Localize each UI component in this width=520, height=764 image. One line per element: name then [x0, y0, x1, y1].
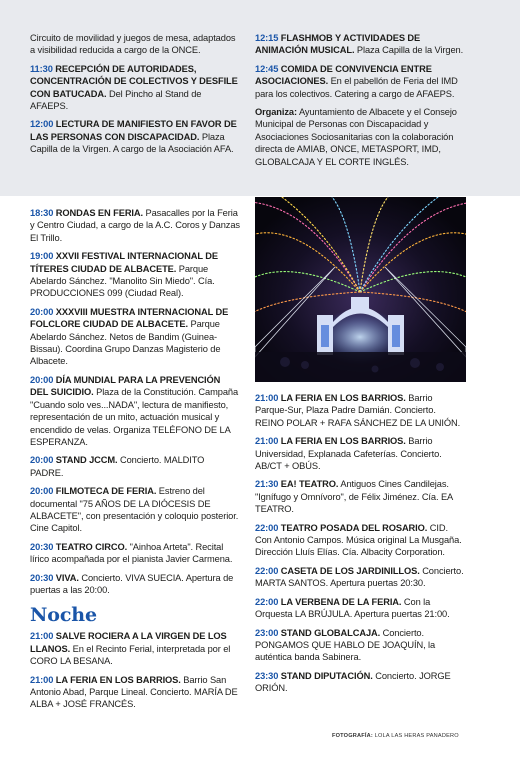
event-time: 21:00 — [30, 674, 54, 685]
event-description: Antiguos Cines Candilejas. "Ignífugo y Omnívoro", de Félix Jiménez. Cía. EA TEATRO. — [255, 479, 453, 515]
event-entry — [30, 454, 240, 479]
organiza-label: Organiza: — [255, 107, 297, 118]
organiza-note — [255, 106, 467, 168]
event-title: CASETA DE LOS JARDINILLOS. — [280, 565, 420, 576]
event-time: 21:30 — [255, 479, 279, 490]
event-time: 21:00 — [255, 393, 279, 403]
event-entry — [255, 670, 467, 695]
event-entry — [30, 374, 240, 448]
night-right-column — [255, 392, 467, 701]
event-title: LA FERIA EN LOS BARRIOS. — [55, 674, 181, 685]
event-title: TEATRO POSADA DEL ROSARIO. — [280, 522, 428, 533]
event-time: 21:00 — [30, 631, 54, 642]
event-entry — [30, 541, 240, 566]
event-entry — [255, 596, 467, 621]
event-description: Plaza Capilla de la Virgen. A cargo de la Asociación AFA. — [30, 131, 234, 155]
event-description: Barrio Universidad, Explanada Cafeterías. Concierto. AB/CT + OBÚS. — [255, 436, 442, 472]
event-description: Parque Abelardo Sánchez. Netos de Bandim (Guinea-Bissau). Coordina Grupo Danzas Magisterio de Albacete. — [30, 319, 221, 367]
event-time: 20:00 — [30, 455, 54, 466]
event-time: 11:30 — [30, 63, 53, 74]
event-description: Concierto. MALDITO PADRE. — [30, 455, 205, 478]
event-time: 21:00 — [255, 436, 279, 447]
event-entry — [255, 392, 467, 429]
event-title: STAND DIPUTACIÓN. — [280, 670, 373, 681]
evening-column — [30, 207, 240, 717]
event-title: EA! TEATRO. — [280, 479, 339, 490]
event-entry — [30, 118, 240, 155]
event-title: TEATRO CIRCO. — [55, 541, 128, 552]
event-time: 19:00 — [30, 251, 54, 262]
event-title: XXVII FESTIVAL INTERNACIONAL DE TÍTERES CIUDAD DE ALBACETE. — [30, 251, 218, 274]
event-title: RONDAS EN FERIA. — [55, 208, 144, 218]
event-description: Concierto. PONGAMOS QUE HABLO DE JOAQUÍN, la auténtica banda Sabinera. — [255, 627, 436, 663]
event-entry — [30, 207, 240, 244]
event-title: DÍA MUNDIAL PARA LA PREVENCIÓN DEL SUICIDIO. — [30, 374, 221, 398]
event-time: 20:30 — [30, 541, 54, 552]
event-time: 23:00 — [255, 627, 279, 638]
event-time: 23:30 — [255, 670, 279, 681]
event-entry — [30, 630, 240, 667]
fair-lights-photo — [255, 197, 466, 382]
event-description: Con la Orquesta LA BRÚJULA. Apertura puertas 21:00. — [255, 596, 450, 620]
event-title: LA VERBENA DE LA FERIA. — [280, 596, 402, 607]
event-title: RECEPCIÓN DE AUTORIDADES, CONCENTRACIÓN DE COLECTIVOS Y DESFILE CON BATUCADA. — [30, 63, 238, 99]
event-description: Concierto. JORGE ORIÓN. — [255, 670, 451, 694]
event-description: Del Pincho al Stand de AFAEPS. — [30, 88, 202, 112]
event-description: Estreno del documental "75 AÑOS DE LA DIÓCESIS DE ALBACETE", con presentación y coloquio posterior. Cine Capitol. — [30, 486, 239, 534]
event-entry — [30, 63, 240, 113]
event-description: Concierto. MARTA SANTOS. Apertura puertas 20:30. — [255, 565, 464, 589]
event-entry — [255, 522, 467, 559]
event-description: Pasacalles por la Feria y Centro Ciudad, a cargo de la A.C. Coros y Danzas El Trillo. — [30, 208, 240, 243]
event-time: 22:00 — [255, 522, 279, 533]
event-title: LA FERIA EN LOS BARRIOS. — [280, 393, 406, 403]
organiza-text: Ayuntamiento de Albacete y el Consejo Municipal de Personas con Discapacidad y Asociaciones Sociosanitarias con la colaboración directa de AMIAB, ONCE, METASPORT, IMD, GLOBALCAJA Y EL CORTE INGLÉS. — [255, 107, 457, 167]
event-time: 12:00 — [30, 119, 54, 130]
event-description: Barrio Parque-Sur, Plaza Padre Damián. Concierto. REINO POLAR + RAFA SÁNCHEZ DE LA UNIÓN. — [255, 393, 461, 428]
event-entry — [30, 250, 240, 300]
event-title: LA FERIA EN LOS BARRIOS. — [280, 436, 406, 447]
event-time: 22:00 — [255, 565, 279, 576]
event-time: 22:00 — [255, 596, 279, 607]
event-entry — [255, 32, 467, 57]
event-description: Plaza Capilla de la Virgen. — [356, 45, 464, 56]
event-description: En el Recinto Ferial, interpretada por el CORO LA BESANA. — [30, 643, 231, 667]
photo-credit-label: FOTOGRAFÍA: — [332, 733, 373, 739]
event-description: Plaza de la Constitución. Campaña "Cuando solo ves...NADA", lectura de manifiesto, representación de un mito, actuación musical y encendido de velas. Organiza TELÉFONO DE LA ESPERANZA. — [30, 387, 239, 447]
event-time: 20:00 — [30, 306, 54, 317]
event-title: FILMOTECA DE FERIA. — [55, 486, 157, 497]
top-left-column — [30, 32, 240, 162]
event-description: "Ainhoa Arteta". Recital lírico acompañada por el pianista Javier Carmena. — [30, 541, 233, 565]
event-entry — [30, 306, 240, 368]
event-title: COMIDA DE CONVIVENCIA ENTRE ASOCIACIONES. — [255, 63, 432, 87]
photo-credit-name: LOLA LAS HERAS PANADERO — [374, 733, 459, 739]
event-entry — [30, 485, 240, 535]
event-entry — [255, 63, 467, 100]
event-description: Barrio San Antonio Abad, Parque Lineal. Concierto. MARÍA DE ALBA + JOSÉ FRANCÉS. — [30, 674, 238, 710]
event-time: 12:15 — [255, 33, 279, 43]
event-time: 20:00 — [30, 486, 54, 497]
event-entry — [255, 435, 467, 472]
photo-credit — [332, 733, 472, 739]
event-time: 20:00 — [30, 374, 54, 385]
event-description: CID. Con Antonio Campos. Música original La Musgaña. Dirección Lluís Elías. Cía. Albacity Corporation. — [255, 522, 462, 558]
event-description: Concierto. VIVA SUECIA. Apertura de puertas a las 20:00. — [30, 572, 234, 595]
event-entry — [255, 565, 467, 590]
event-title: FLASHMOB Y ACTIVIDADES DE ANIMACIÓN MUSICAL. — [255, 33, 421, 56]
event-entry — [30, 674, 240, 711]
event-entry — [255, 478, 467, 515]
event-description: Circuito de movilidad y juegos de mesa, adaptados a visibilidad reducida a cargo de la ONCE. — [30, 33, 236, 56]
event-description: En el pabellón de Feria del IMD para los colectivos. Catering a cargo de AFAEPS. — [255, 76, 458, 99]
event-entry — [30, 32, 240, 57]
event-time: 18:30 — [30, 208, 54, 218]
event-time: 20:30 — [30, 572, 54, 583]
top-right-column — [255, 32, 467, 174]
noche-heading: Noche — [30, 604, 98, 627]
event-title: LECTURA DE MANIFIESTO EN FAVOR DE LAS PERSONAS CON DISCAPACIDAD. — [30, 119, 237, 142]
event-description: Parque Abelardo Sánchez. "Manolito Sin Miedo". Cía. PRODUCCIONES 099 (Ciudad Real). — [30, 263, 215, 299]
event-title: XXXVIII MUESTRA INTERNACIONAL DE FOLCLORE CIUDAD DE ALBACETE. — [30, 306, 229, 330]
event-entry — [30, 572, 240, 597]
event-title: STAND JCCM. — [55, 455, 118, 466]
event-title: SALVE ROCIERA A LA VIRGEN DE LOS LLANOS. — [30, 631, 227, 654]
event-entry — [255, 627, 467, 664]
event-title: VIVA. — [55, 572, 79, 583]
event-time: 12:45 — [255, 63, 279, 74]
event-title: STAND GLOBALCAJA. — [280, 627, 381, 638]
